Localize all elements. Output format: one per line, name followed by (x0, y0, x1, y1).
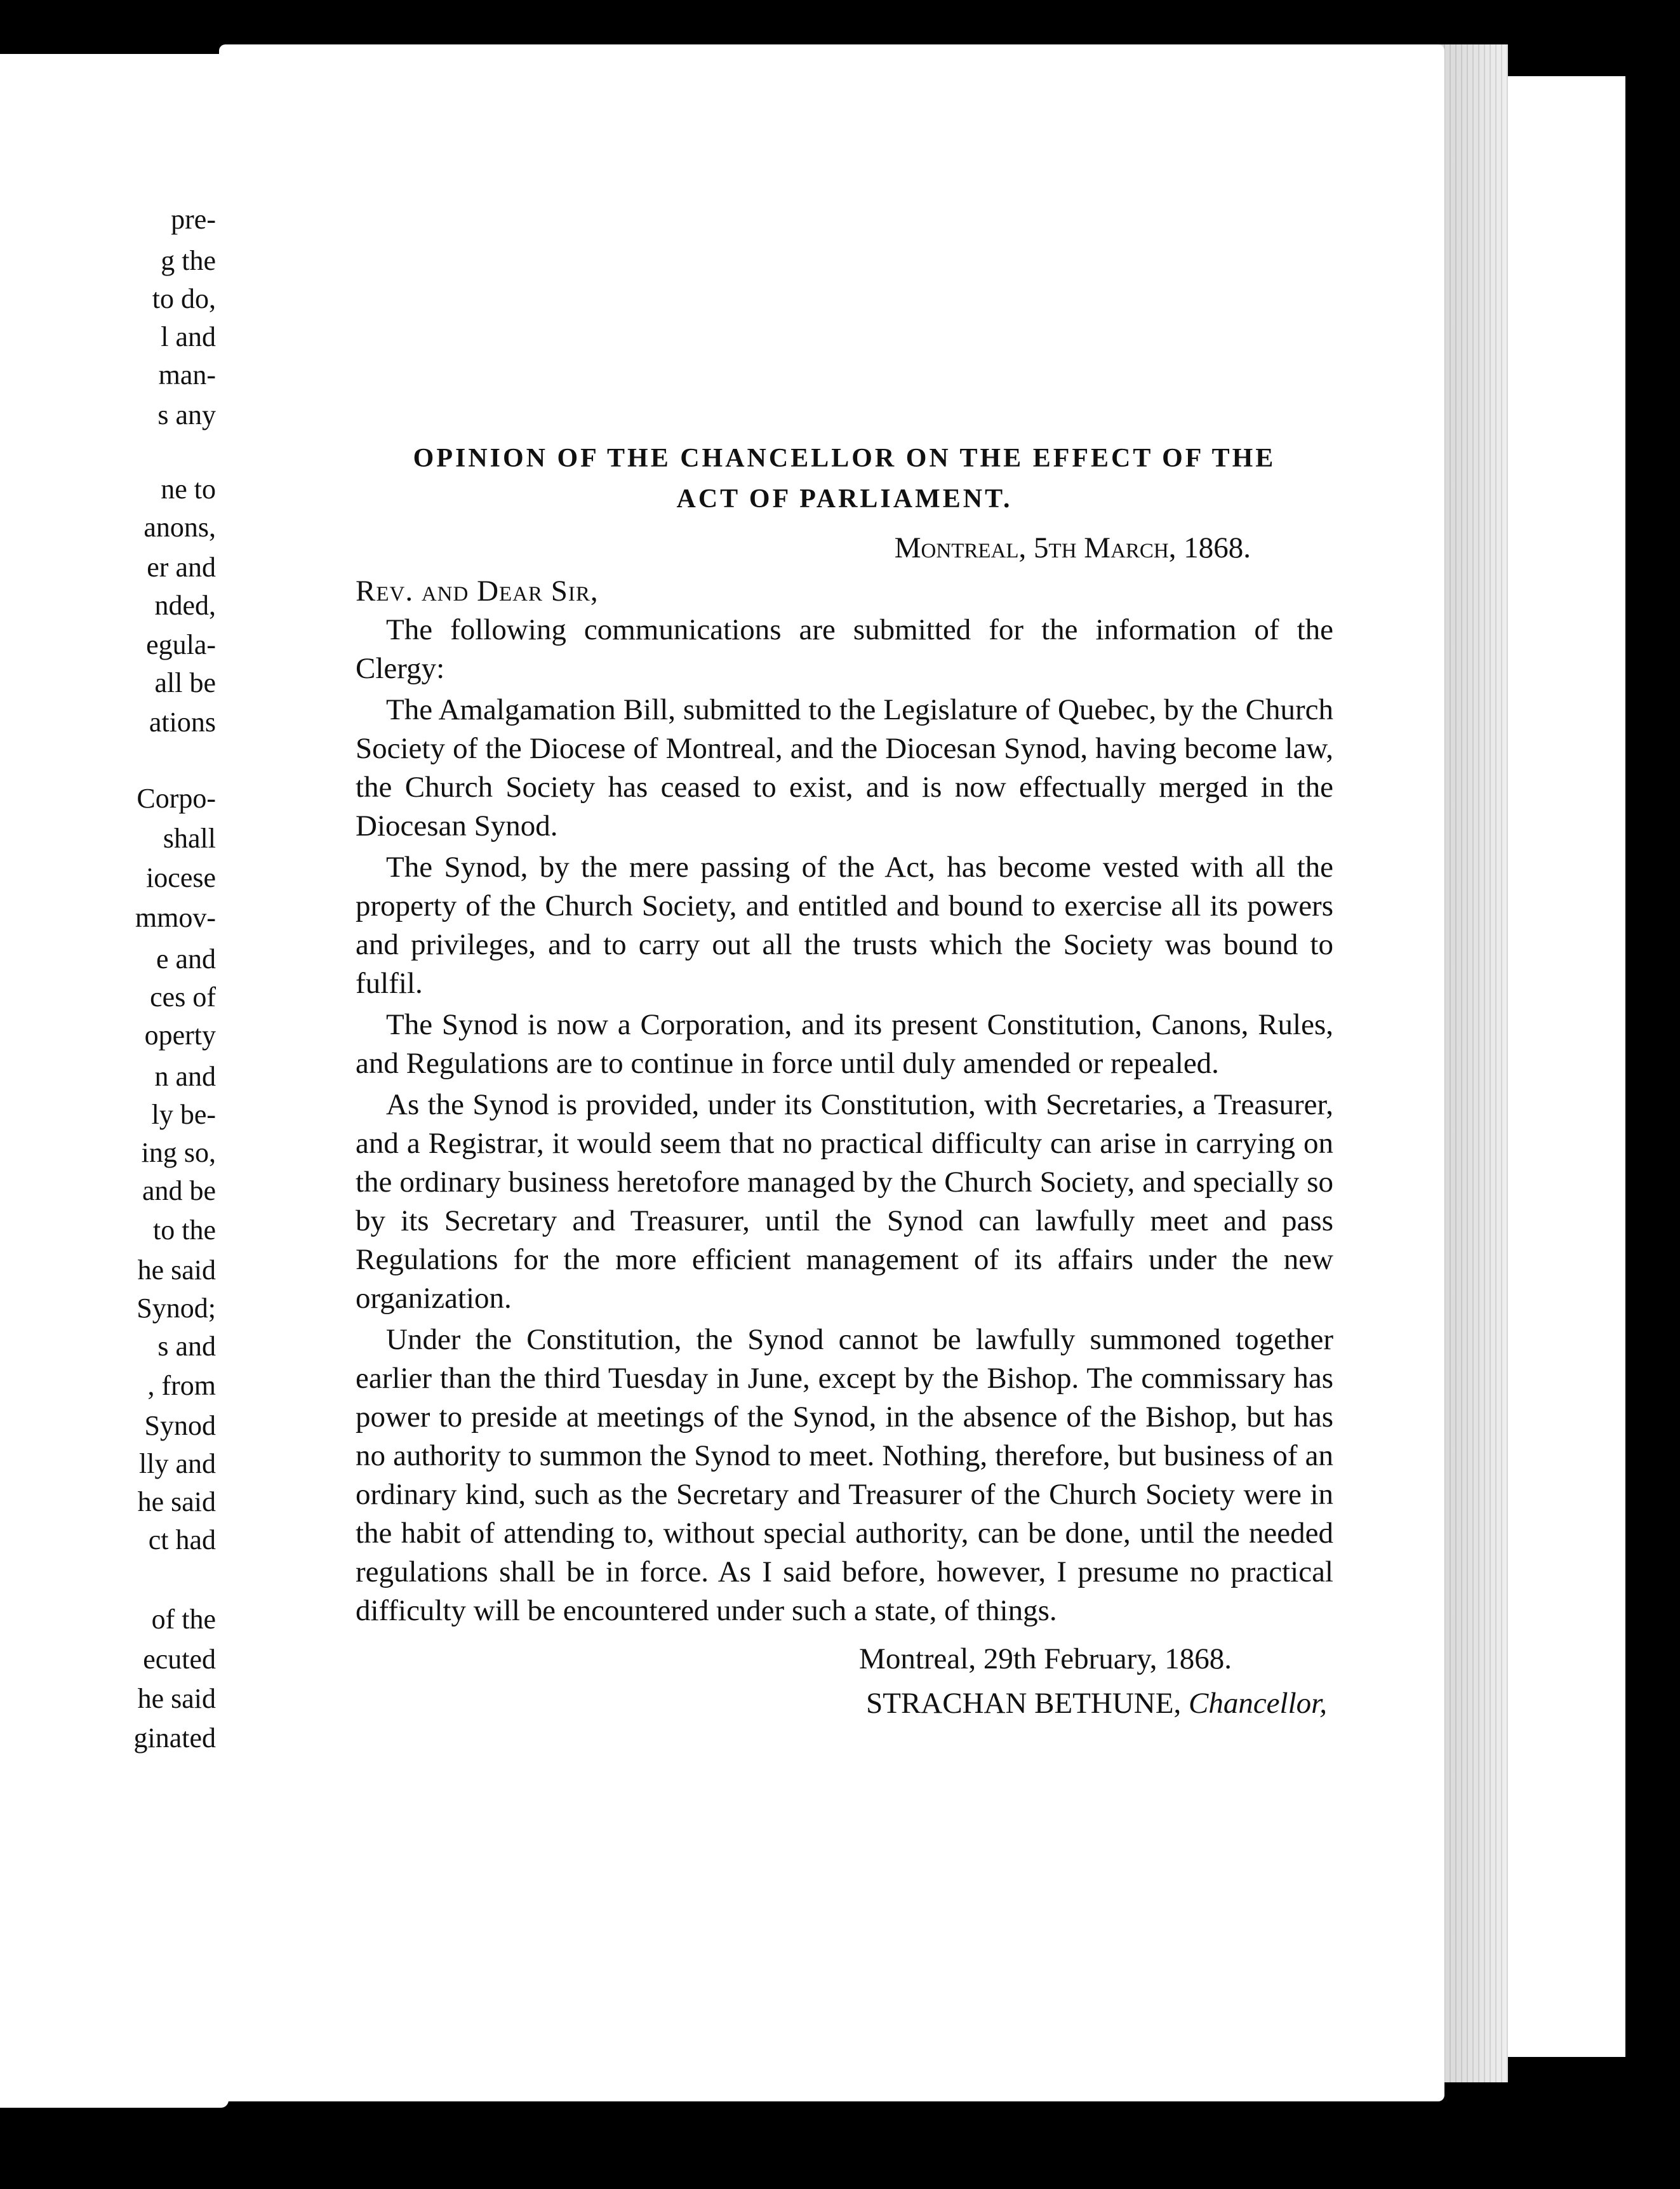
left-page-line: pre- (171, 204, 216, 235)
left-page-line: ginated (133, 1722, 216, 1753)
left-page-line: anons, (143, 512, 216, 543)
left-facing-page (0, 54, 229, 2108)
left-page-line: mmov- (135, 902, 216, 933)
signature (356, 1686, 1333, 1720)
left-page-line: nded, (154, 590, 216, 621)
document-title (356, 438, 1333, 519)
left-page-line: s any (157, 399, 216, 430)
left-page-line: ces of (150, 981, 216, 1013)
document-body (356, 438, 1333, 1720)
left-page-line: Corpo- (137, 783, 216, 814)
signature-title: Chancellor, (1188, 1687, 1327, 1720)
left-page-line: all be (154, 667, 216, 698)
left-page-line: ct had (148, 1524, 216, 1555)
left-page-line: ations (149, 707, 216, 738)
left-page-line: operty (144, 1020, 216, 1051)
left-page-line: n and (154, 1061, 216, 1092)
left-page-line: he said (137, 1486, 216, 1517)
left-page-line: e and (156, 943, 216, 975)
left-page-line: of the (151, 1604, 216, 1635)
left-page-line: iocese (146, 862, 216, 893)
left-page-line: ing so, (141, 1137, 216, 1168)
main-page (219, 44, 1444, 2101)
left-page-line: to the (153, 1214, 216, 1246)
left-page-line: ne to (161, 474, 216, 505)
title-line-2: ACT OF PARLIAMENT. (676, 484, 1013, 514)
title-line-1: OPINION OF THE CHANCELLOR ON THE EFFECT OF THE (413, 444, 1276, 473)
left-page-line: , from (147, 1370, 216, 1401)
left-page-line: he said (137, 1683, 216, 1714)
paragraph-1: The following communications are submitted for the information of the Clergy: (356, 613, 1333, 685)
left-page-line: Synod (144, 1410, 216, 1441)
left-page-line: l and (161, 321, 216, 352)
left-page-line: man- (158, 359, 216, 390)
left-page-line: and be (142, 1175, 216, 1206)
left-page-line: ly be- (151, 1099, 216, 1130)
left-page-line: g the (161, 245, 216, 276)
left-page-line: Synod; (137, 1293, 216, 1324)
left-page-line: to do, (152, 283, 216, 314)
paragraph-4: The Synod is now a Corporation, and its present Constitution, Canons, Rules, and Regulations are to continue in force until duly amended or repealed. (356, 1008, 1333, 1080)
left-page-line: egula- (146, 629, 216, 660)
signature-name: STRACHAN BETHUNE, (866, 1687, 1182, 1720)
paragraph-2: The Amalgamation Bill, submitted to the Legislature of Quebec, by the Church Society of the Diocese of Montreal, and the Diocesan Synod, having become law, the Church Society has ceased to exist, and is now effectually merged in the Diocesan Synod. (356, 693, 1333, 842)
left-page-line: s and (157, 1331, 216, 1362)
left-page-line: he said (137, 1254, 216, 1286)
left-page-line: lly and (139, 1448, 216, 1479)
salutation: Rev. and Dear Sir, (356, 575, 599, 608)
closing-date: Montreal, 29th February, 1868. (859, 1642, 1232, 1675)
paragraph-6: Under the Constitution, the Synod cannot be lawfully summoned together earlier than the third Tuesday in June, except by the Bishop. The commissary has power to preside at meetings of the Synod, in the absence of the Bishop, but has no authority to summon the Synod to meet. Nothing, therefore, but business of an ordinary kind, such as the Secretary and Treasurer of the Church Society were in the habit of attending to, without special authority, can be done, until the needed regulations shall be in force. As I said before, however, I presume no practical difficulty will be encountered under such a state, of things. (356, 1323, 1333, 1627)
paragraph-5: As the Synod is provided, under its Constitution, with Secretaries, a Treasurer, and a Registrar, it would seem that no practical difficulty can arise in carrying on the ordinary business heretofore managed by the Church Society, and specially so by its Secretary and Treasurer, until the Synod can lawfully meet and pass Regulations for the more efficient management of its affairs under the new organization. (356, 1088, 1333, 1315)
dateline: Montreal, 5th March, 1868. (894, 531, 1251, 564)
left-page-line: er and (147, 552, 216, 583)
left-page-line: shall (163, 823, 216, 854)
left-page-line: ecuted (143, 1644, 216, 1675)
paragraph-3: The Synod, by the mere passing of the Act, has become vested with all the property of the Church Society, and entitled and bound to exercise all its powers and privileges, and to carry out all the trusts which the Society was bound to fulfil. (356, 851, 1333, 1000)
